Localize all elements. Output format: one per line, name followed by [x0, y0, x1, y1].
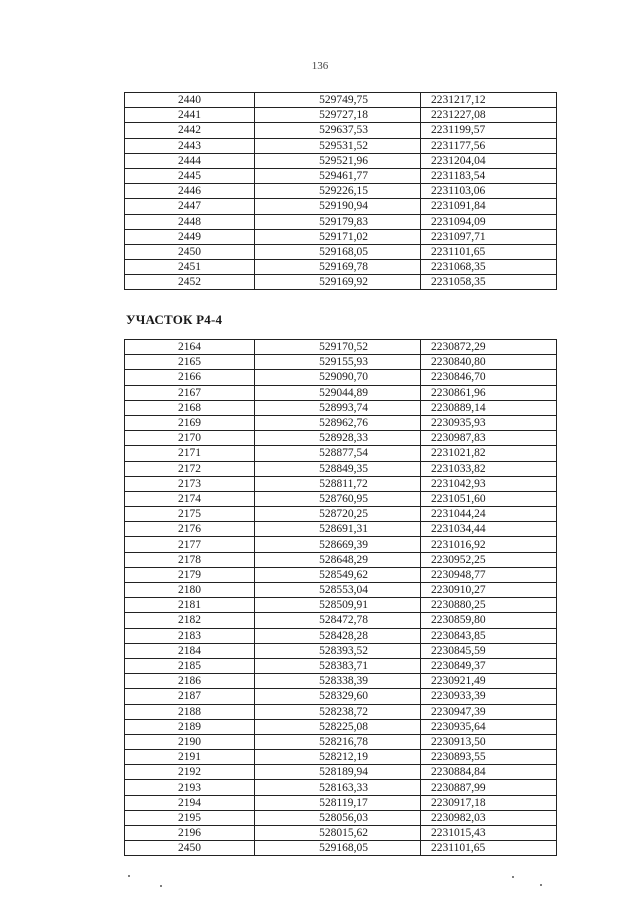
point-number-cell: 2441: [125, 108, 255, 123]
y-coordinate-cell: 2231042,93: [421, 476, 557, 491]
table-row: [125, 826, 557, 841]
y-coordinate-cell: 2231101,65: [421, 244, 557, 259]
y-coordinate-cell: 2230987,83: [421, 431, 557, 446]
point-number-cell: 2440: [125, 93, 255, 108]
y-coordinate-cell: 2231021,82: [421, 446, 557, 461]
y-coordinate-cell: 2231058,35: [421, 275, 557, 290]
point-number-cell: 2191: [125, 750, 255, 765]
point-number-cell: 2452: [125, 275, 255, 290]
x-coordinate-cell: 528428,28: [255, 628, 421, 643]
y-coordinate-cell: 2230859,80: [421, 613, 557, 628]
table-row: [125, 674, 557, 689]
table-row: [125, 491, 557, 506]
point-number-cell: 2449: [125, 229, 255, 244]
y-coordinate-cell: 2230935,64: [421, 719, 557, 734]
x-coordinate-cell: 528877,54: [255, 446, 421, 461]
y-coordinate-cell: 2230917,18: [421, 795, 557, 810]
point-number-cell: 2183: [125, 628, 255, 643]
table-row: [125, 199, 557, 214]
x-coordinate-cell: 528015,62: [255, 826, 421, 841]
y-coordinate-cell: 2230933,39: [421, 689, 557, 704]
point-number-cell: 2193: [125, 780, 255, 795]
table-row: [125, 431, 557, 446]
scan-speck: [160, 885, 162, 887]
point-number-cell: 2194: [125, 795, 255, 810]
table-row: [125, 153, 557, 168]
y-coordinate-cell: 2231204,04: [421, 153, 557, 168]
point-number-cell: 2444: [125, 153, 255, 168]
table-row: [125, 415, 557, 430]
x-coordinate-cell: 528993,74: [255, 400, 421, 415]
point-number-cell: 2170: [125, 431, 255, 446]
y-coordinate-cell: 2230845,59: [421, 643, 557, 658]
x-coordinate-cell: 528212,19: [255, 750, 421, 765]
x-coordinate-cell: 528238,72: [255, 704, 421, 719]
y-coordinate-cell: 2231183,54: [421, 168, 557, 183]
y-coordinate-cell: 2230952,25: [421, 552, 557, 567]
table-row: [125, 795, 557, 810]
x-coordinate-cell: 528056,03: [255, 810, 421, 825]
x-coordinate-cell: 529179,83: [255, 214, 421, 229]
point-number-cell: 2166: [125, 370, 255, 385]
table-row: [125, 123, 557, 138]
point-number-cell: 2164: [125, 340, 255, 355]
y-coordinate-cell: 2230935,93: [421, 415, 557, 430]
y-coordinate-cell: 2231033,82: [421, 461, 557, 476]
table-row: [125, 168, 557, 183]
table-row: [125, 780, 557, 795]
point-number-cell: 2192: [125, 765, 255, 780]
x-coordinate-cell: 528648,29: [255, 552, 421, 567]
point-number-cell: 2442: [125, 123, 255, 138]
table-row: [125, 244, 557, 259]
point-number-cell: 2447: [125, 199, 255, 214]
x-coordinate-cell: 528691,31: [255, 522, 421, 537]
table-row: [125, 138, 557, 153]
y-coordinate-cell: 2230913,50: [421, 734, 557, 749]
x-coordinate-cell: 529171,02: [255, 229, 421, 244]
x-coordinate-cell: 529170,52: [255, 340, 421, 355]
table-row: [125, 552, 557, 567]
x-coordinate-cell: 529169,78: [255, 260, 421, 275]
y-coordinate-cell: 2231044,24: [421, 507, 557, 522]
y-coordinate-cell: 2231091,84: [421, 199, 557, 214]
table-row: [125, 355, 557, 370]
x-coordinate-cell: 529461,77: [255, 168, 421, 183]
table-row: [125, 719, 557, 734]
x-coordinate-cell: 529637,53: [255, 123, 421, 138]
point-number-cell: 2167: [125, 385, 255, 400]
x-coordinate-cell: 529168,05: [255, 841, 421, 856]
x-coordinate-cell: 528509,91: [255, 598, 421, 613]
y-coordinate-cell: 2231177,56: [421, 138, 557, 153]
y-coordinate-cell: 2230887,99: [421, 780, 557, 795]
point-number-cell: 2189: [125, 719, 255, 734]
table-row: [125, 628, 557, 643]
table-row: [125, 704, 557, 719]
x-coordinate-cell: 529090,70: [255, 370, 421, 385]
point-number-cell: 2184: [125, 643, 255, 658]
y-coordinate-cell: 2230840,80: [421, 355, 557, 370]
x-coordinate-cell: 529727,18: [255, 108, 421, 123]
y-coordinate-cell: 2231016,92: [421, 537, 557, 552]
x-coordinate-cell: 528383,71: [255, 658, 421, 673]
table-row: [125, 229, 557, 244]
y-coordinate-cell: 2231034,44: [421, 522, 557, 537]
point-number-cell: 2446: [125, 184, 255, 199]
table-row: [125, 184, 557, 199]
table-row: [125, 108, 557, 123]
table-row: [125, 643, 557, 658]
x-coordinate-cell: 528669,39: [255, 537, 421, 552]
table-row: [125, 658, 557, 673]
point-number-cell: 2179: [125, 567, 255, 582]
table-row: [125, 841, 557, 856]
table-row: [125, 275, 557, 290]
point-number-cell: 2445: [125, 168, 255, 183]
table-row: [125, 598, 557, 613]
section-heading: УЧАСТОК Р4-4: [126, 312, 223, 327]
y-coordinate-cell: 2230849,37: [421, 658, 557, 673]
page-number: 136: [311, 60, 329, 72]
table-row: [125, 734, 557, 749]
y-coordinate-cell: 2230948,77: [421, 567, 557, 582]
point-number-cell: 2168: [125, 400, 255, 415]
coordinates-table-bottom: [124, 339, 557, 856]
table-row: [125, 583, 557, 598]
x-coordinate-cell: 528553,04: [255, 583, 421, 598]
y-coordinate-cell: 2231051,60: [421, 491, 557, 506]
y-coordinate-cell: 2231097,71: [421, 229, 557, 244]
y-coordinate-cell: 2230846,70: [421, 370, 557, 385]
x-coordinate-cell: 528760,95: [255, 491, 421, 506]
table-row: [125, 507, 557, 522]
point-number-cell: 2188: [125, 704, 255, 719]
x-coordinate-cell: 528849,35: [255, 461, 421, 476]
y-coordinate-cell: 2230947,39: [421, 704, 557, 719]
y-coordinate-cell: 2231094,09: [421, 214, 557, 229]
y-coordinate-cell: 2230872,29: [421, 340, 557, 355]
table-row: [125, 446, 557, 461]
table-row: [125, 567, 557, 582]
point-number-cell: 2451: [125, 260, 255, 275]
table-row: [125, 260, 557, 275]
point-number-cell: 2175: [125, 507, 255, 522]
y-coordinate-cell: 2230861,96: [421, 385, 557, 400]
point-number-cell: 2171: [125, 446, 255, 461]
point-number-cell: 2190: [125, 734, 255, 749]
coordinates-table-top: [124, 92, 557, 290]
table-row: [125, 810, 557, 825]
point-number-cell: 2182: [125, 613, 255, 628]
point-number-cell: 2173: [125, 476, 255, 491]
coordinates-table-top-body: [125, 93, 557, 290]
point-number-cell: 2181: [125, 598, 255, 613]
y-coordinate-cell: 2230843,85: [421, 628, 557, 643]
y-coordinate-cell: 2231103,06: [421, 184, 557, 199]
x-coordinate-cell: 528962,76: [255, 415, 421, 430]
table-row: [125, 93, 557, 108]
point-number-cell: 2176: [125, 522, 255, 537]
x-coordinate-cell: 529521,96: [255, 153, 421, 168]
y-coordinate-cell: 2230910,27: [421, 583, 557, 598]
table-row: [125, 400, 557, 415]
coordinates-table-bottom-body: [125, 340, 557, 856]
table-row: [125, 613, 557, 628]
point-number-cell: 2174: [125, 491, 255, 506]
point-number-cell: 2185: [125, 658, 255, 673]
x-coordinate-cell: 528163,33: [255, 780, 421, 795]
x-coordinate-cell: 529749,75: [255, 93, 421, 108]
scan-speck: [512, 876, 514, 878]
y-coordinate-cell: 2231068,35: [421, 260, 557, 275]
table-row: [125, 522, 557, 537]
table-row: [125, 689, 557, 704]
table-row: [125, 214, 557, 229]
x-coordinate-cell: 529169,92: [255, 275, 421, 290]
x-coordinate-cell: 528393,52: [255, 643, 421, 658]
point-number-cell: 2186: [125, 674, 255, 689]
table-row: [125, 340, 557, 355]
point-number-cell: 2172: [125, 461, 255, 476]
x-coordinate-cell: 528119,17: [255, 795, 421, 810]
x-coordinate-cell: 528189,94: [255, 765, 421, 780]
scan-speck: [128, 875, 130, 877]
x-coordinate-cell: 529044,89: [255, 385, 421, 400]
x-coordinate-cell: 528225,08: [255, 719, 421, 734]
point-number-cell: 2195: [125, 810, 255, 825]
y-coordinate-cell: 2231217,12: [421, 93, 557, 108]
x-coordinate-cell: 529531,52: [255, 138, 421, 153]
table-row: [125, 385, 557, 400]
point-number-cell: 2450: [125, 841, 255, 856]
point-number-cell: 2165: [125, 355, 255, 370]
table-row: [125, 765, 557, 780]
y-coordinate-cell: 2230893,55: [421, 750, 557, 765]
point-number-cell: 2178: [125, 552, 255, 567]
x-coordinate-cell: 528472,78: [255, 613, 421, 628]
x-coordinate-cell: 529155,93: [255, 355, 421, 370]
x-coordinate-cell: 528720,25: [255, 507, 421, 522]
point-number-cell: 2450: [125, 244, 255, 259]
x-coordinate-cell: 528216,78: [255, 734, 421, 749]
y-coordinate-cell: 2230889,14: [421, 400, 557, 415]
x-coordinate-cell: 528549,62: [255, 567, 421, 582]
x-coordinate-cell: 528811,72: [255, 476, 421, 491]
point-number-cell: 2196: [125, 826, 255, 841]
x-coordinate-cell: 529190,94: [255, 199, 421, 214]
x-coordinate-cell: 528338,39: [255, 674, 421, 689]
point-number-cell: 2443: [125, 138, 255, 153]
table-row: [125, 461, 557, 476]
y-coordinate-cell: 2231199,57: [421, 123, 557, 138]
y-coordinate-cell: 2230982,03: [421, 810, 557, 825]
x-coordinate-cell: 529226,15: [255, 184, 421, 199]
scan-speck: [540, 884, 542, 886]
x-coordinate-cell: 529168,05: [255, 244, 421, 259]
table-row: [125, 537, 557, 552]
y-coordinate-cell: 2231227,08: [421, 108, 557, 123]
y-coordinate-cell: 2230880,25: [421, 598, 557, 613]
x-coordinate-cell: 528928,33: [255, 431, 421, 446]
y-coordinate-cell: 2230921,49: [421, 674, 557, 689]
point-number-cell: 2448: [125, 214, 255, 229]
y-coordinate-cell: 2230884,84: [421, 765, 557, 780]
y-coordinate-cell: 2231015,43: [421, 826, 557, 841]
point-number-cell: 2169: [125, 415, 255, 430]
table-row: [125, 750, 557, 765]
x-coordinate-cell: 528329,60: [255, 689, 421, 704]
y-coordinate-cell: 2231101,65: [421, 841, 557, 856]
table-row: [125, 370, 557, 385]
point-number-cell: 2180: [125, 583, 255, 598]
point-number-cell: 2177: [125, 537, 255, 552]
point-number-cell: 2187: [125, 689, 255, 704]
table-row: [125, 476, 557, 491]
